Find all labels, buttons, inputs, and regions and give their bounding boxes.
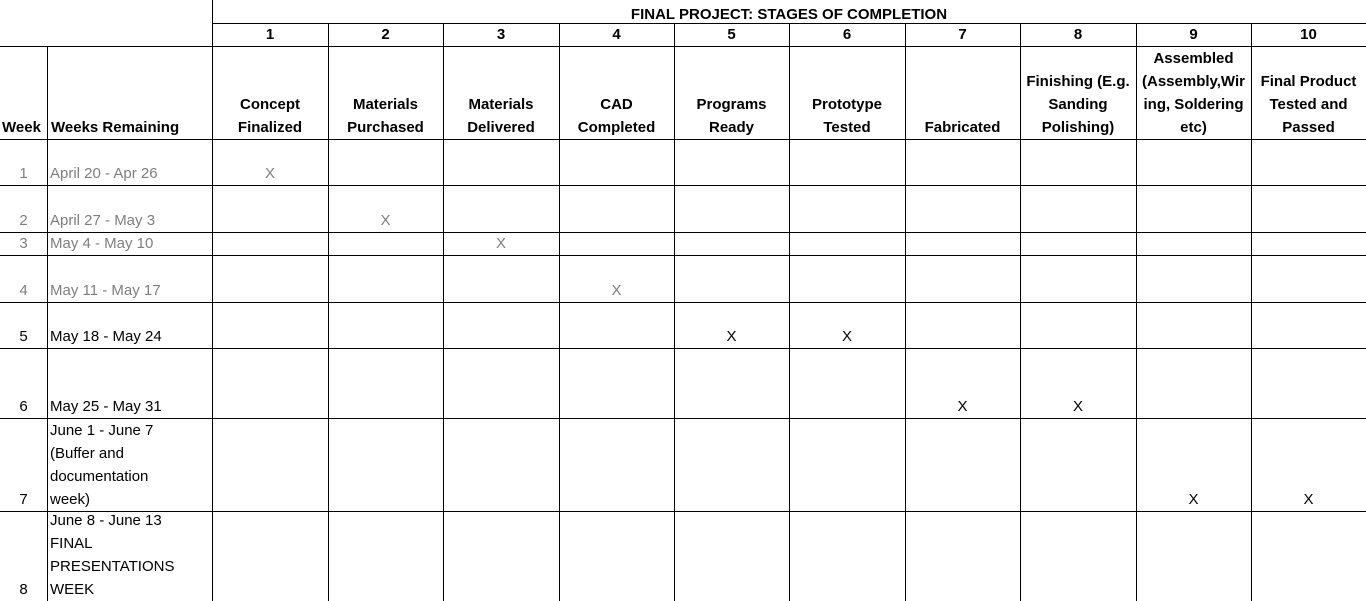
grid-hline [0,46,1366,47]
week-date-range [47,139,212,185]
grid-vline [212,23,213,601]
cell-text-line: Finishing (E.g. [1026,73,1130,90]
stage-number-2: 2 [381,26,390,43]
header-stage-1 [212,23,328,139]
cell-text-line: Passed [1282,119,1335,136]
grid-vline [328,23,329,601]
header-stage-7 [905,23,1020,139]
stage-number-3: 3 [496,26,506,43]
week-number: 7 [19,491,28,508]
stage-number-6: 6 [842,26,852,43]
week-date-range [47,232,212,255]
stage-number-4: 4 [612,26,621,43]
completion-mark: X [1303,491,1314,508]
header-stage-text [1261,70,1357,139]
grid-vline [1251,23,1252,601]
header-stage-text [696,93,766,139]
header-week: Week [2,119,41,136]
cell-text-line: Fabricated [924,119,1001,136]
completion-mark: X [1188,491,1199,508]
header-stage-6 [789,23,905,139]
header-stage-3 [443,23,559,139]
stage-number-1: 1 [265,26,275,43]
cell-text-line: April 27 - May 3 [50,212,156,229]
grid-hline [0,418,1366,419]
grid-hline [0,232,1366,233]
cell-text-line: Purchased [347,119,424,136]
cell-text-line: May 18 - May 24 [50,328,162,345]
completion-mark: X [841,328,852,345]
cell-text-line: June 8 - June 13 [50,512,162,529]
week-date-range [47,418,212,511]
header-stage-text [925,116,1001,139]
cell-text-line: Materials [352,96,419,113]
date-range-text [50,279,161,302]
cell-text-line: Ready [708,119,755,136]
completion-mark: X [495,235,506,252]
cell-text-line: PRESENTATIONS [50,558,175,575]
week-number: 3 [19,235,28,252]
grid-vline [559,23,560,601]
header-stage-9 [1136,23,1251,139]
stage-number-8: 8 [1073,26,1083,43]
cell-text-line: May 4 - May 10 [50,235,154,252]
completion-mark: X [1072,398,1083,415]
grid-vline [789,23,790,601]
cell-text-line: Final Product [1260,73,1357,90]
cell-text-line: April 20 - Apr 26 [50,165,158,182]
week-number: 2 [19,212,28,229]
completion-mark: X [264,165,275,182]
stage-number-7: 7 [958,26,967,43]
cell-text-line: Finalized [237,119,303,136]
cell-text-line: Tested [823,119,871,136]
header-stage-text [1142,47,1245,139]
grid-hline [0,139,1366,140]
header-stage-text [238,93,302,139]
week-number: 6 [19,398,28,415]
date-range-text [50,325,162,348]
cell-text-line: ing, Soldering [1143,96,1244,113]
grid-vline [47,46,48,601]
date-range-text [50,509,174,601]
week-date-range [47,302,212,348]
grid-vline [443,23,444,601]
stage-number-5: 5 [727,26,736,43]
cell-text-line: Materials [468,96,534,113]
grid-hline [0,511,1366,512]
cell-text-line: etc) [1180,119,1207,136]
cell-text-line: June 1 - June 7 [50,422,154,439]
grid-hline [0,255,1366,256]
week-number: 8 [19,581,28,598]
cell-text-line: Prototype [811,96,882,113]
week-date-range [47,185,212,232]
cell-text-line: documentation [50,468,149,485]
cell-text-line: Tested and [1269,96,1348,113]
grid-vline [674,23,675,601]
grid-hline [0,185,1366,186]
week-date-range [47,348,212,418]
date-range-text [50,419,153,511]
grid-vline [905,23,906,601]
week-date-range [47,511,212,601]
header-stage-4 [559,23,674,139]
week-number: 5 [19,328,28,345]
cell-text-line: CAD [600,96,633,113]
cell-text-line: May 25 - May 31 [50,398,162,415]
cell-text-line: (Buffer and [50,445,124,462]
completion-mark: X [957,398,968,415]
header-stage-text [812,93,882,139]
grid-vline [212,0,213,23]
week-number: 4 [19,282,28,299]
cell-text-line: Assembled [1153,50,1234,67]
header-stage-text [578,93,656,139]
date-range-text [50,209,155,232]
stage-number-9: 9 [1189,26,1198,43]
cell-text-line: May 11 - May 17 [50,282,161,299]
cell-text-line: week) [50,491,91,508]
header-stage-2 [328,23,443,139]
cell-text-line: Polishing) [1041,119,1115,136]
stage-number-10: 10 [1300,26,1317,43]
sheet-title: FINAL PROJECT: STAGES OF COMPLETION [630,6,948,23]
grid-vline [1136,23,1137,601]
cell-text-line: FINAL [50,535,93,552]
grid-hline [0,302,1366,303]
cell-text-line: Programs [696,96,767,113]
cell-text-line: WEEK [50,581,95,598]
date-range-text [50,232,153,255]
date-range-text [50,162,158,185]
cell-text-line: Concept [240,96,300,113]
grid-vline [1020,23,1021,601]
grid-hline [0,348,1366,349]
cell-text-line: Completed [577,119,656,136]
completion-mark: X [611,282,622,299]
header-weeks-remaining: Weeks Remaining [51,119,180,136]
week-date-range [47,255,212,302]
week-number: 1 [19,165,28,182]
header-stage-text [467,93,535,139]
header-stage-10 [1251,23,1366,139]
header-stage-8 [1020,23,1136,139]
completion-mark: X [380,212,391,229]
cell-text-line: Delivered [467,119,535,136]
date-range-text [50,395,162,418]
cell-text-line: (Assembly,Wir [1142,73,1245,90]
header-stage-text [1026,70,1129,139]
completion-mark: X [726,328,737,345]
header-stage-text [347,93,424,139]
cell-text-line: Sanding [1048,96,1108,113]
header-stage-5 [674,23,789,139]
